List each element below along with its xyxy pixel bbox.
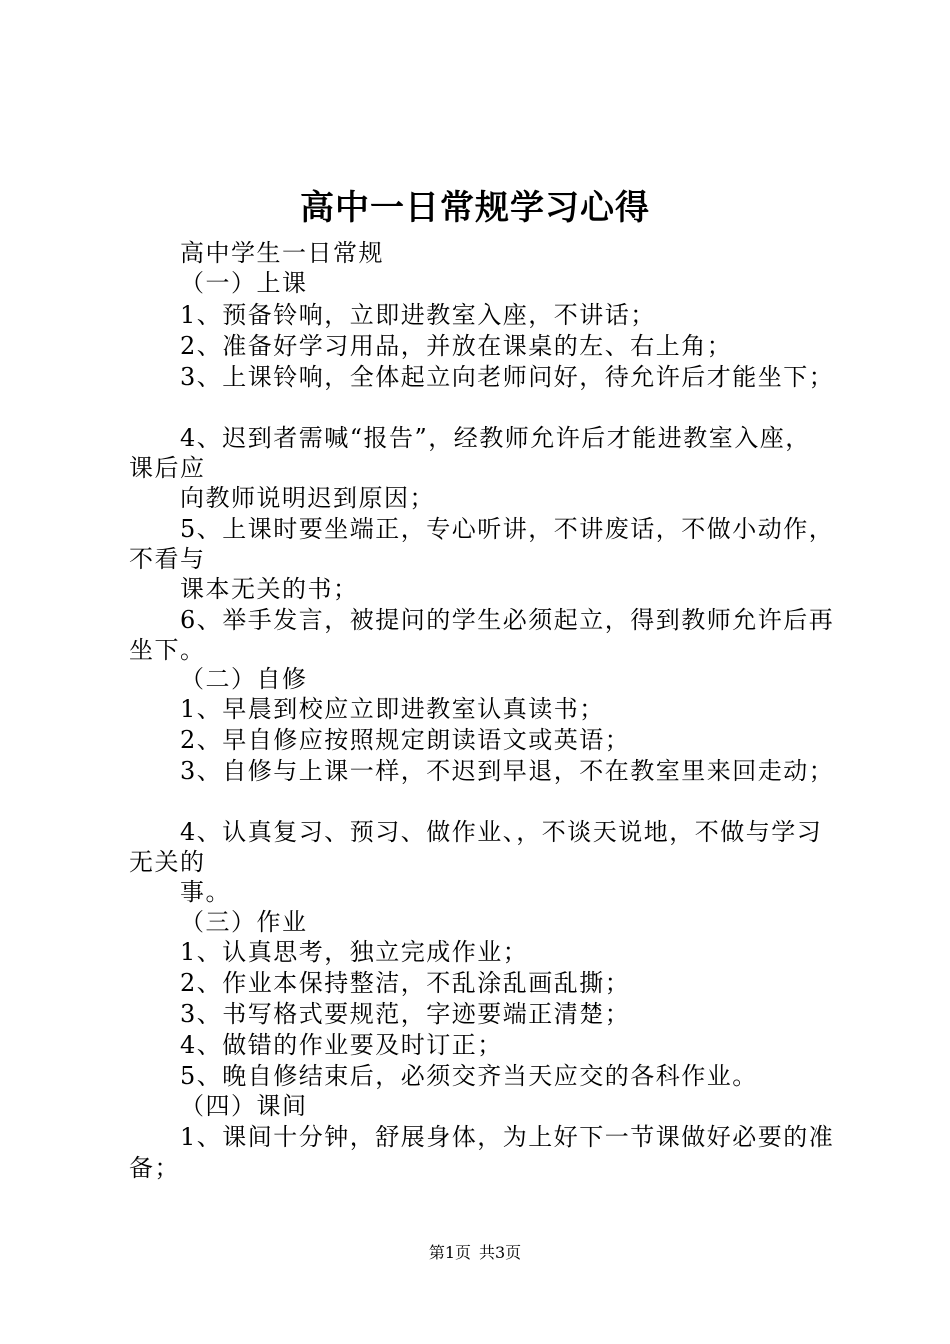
list-item-continuation: 备； [129, 1154, 180, 1182]
list-item-continuation: 坐下。 [129, 636, 206, 664]
list-item: 4、认真复习、预习、做作业、，不谈天说地，不做与学习 [180, 818, 823, 846]
section-heading: （一）上课 [180, 269, 308, 297]
list-item: 4、做错的作业要及时订正； [180, 1031, 503, 1059]
list-item: 1、早晨到校应立即进教室认真读书； [180, 695, 605, 723]
list-item: 2、准备好学习用品，并放在课桌的左、右上角； [180, 332, 733, 360]
list-item: 1、预备铃响，立即进教室入座，不讲话； [180, 301, 656, 329]
page-footer [0, 1242, 950, 1264]
page-total: 共3页 [479, 1243, 522, 1262]
list-item-continuation: 课后应 [129, 454, 206, 482]
list-item: 3、上课铃响，全体起立向老师问好，待允许后才能坐下； [180, 363, 835, 391]
list-item-continuation: 不看与 [129, 545, 206, 573]
list-item-continuation: 无关的 [129, 848, 206, 876]
list-item: 2、早自修应按照规定朗读语文或英语； [180, 726, 631, 754]
section-intro: 高中学生一日常规 [180, 239, 384, 267]
section-heading: （四）课间 [180, 1092, 308, 1120]
list-item: 1、认真思考，独立完成作业； [180, 938, 529, 966]
section-heading: （三）作业 [180, 908, 308, 936]
list-item-continuation: 向教师说明迟到原因； [180, 484, 435, 512]
list-item: 2、作业本保持整洁，不乱涂乱画乱撕； [180, 969, 631, 997]
list-item-continuation: 事。 [180, 878, 231, 906]
list-item: 5、上课时要坐端正，专心听讲，不讲废话，不做小动作， [180, 515, 835, 543]
list-item: 4、迟到者需喊“报告”，经教师允许后才能进教室入座， [180, 424, 811, 452]
list-item: 6、举手发言，被提问的学生必须起立，得到教师允许后再 [180, 606, 835, 634]
list-item: 1、课间十分钟，舒展身体，为上好下一节课做好必要的准 [180, 1123, 835, 1151]
page-number: 第1页 [428, 1243, 471, 1262]
section-heading: （二）自修 [180, 665, 308, 693]
list-item-continuation: 课本无关的书； [180, 575, 359, 603]
list-item: 5、晚自修结束后，必须交齐当天应交的各科作业。 [180, 1062, 758, 1090]
list-item: 3、书写格式要规范，字迹要端正清楚； [180, 1000, 631, 1028]
list-item: 3、自修与上课一样，不迟到早退，不在教室里来回走动； [180, 757, 835, 785]
document-title: 高中一日常规学习心得 [300, 188, 650, 228]
